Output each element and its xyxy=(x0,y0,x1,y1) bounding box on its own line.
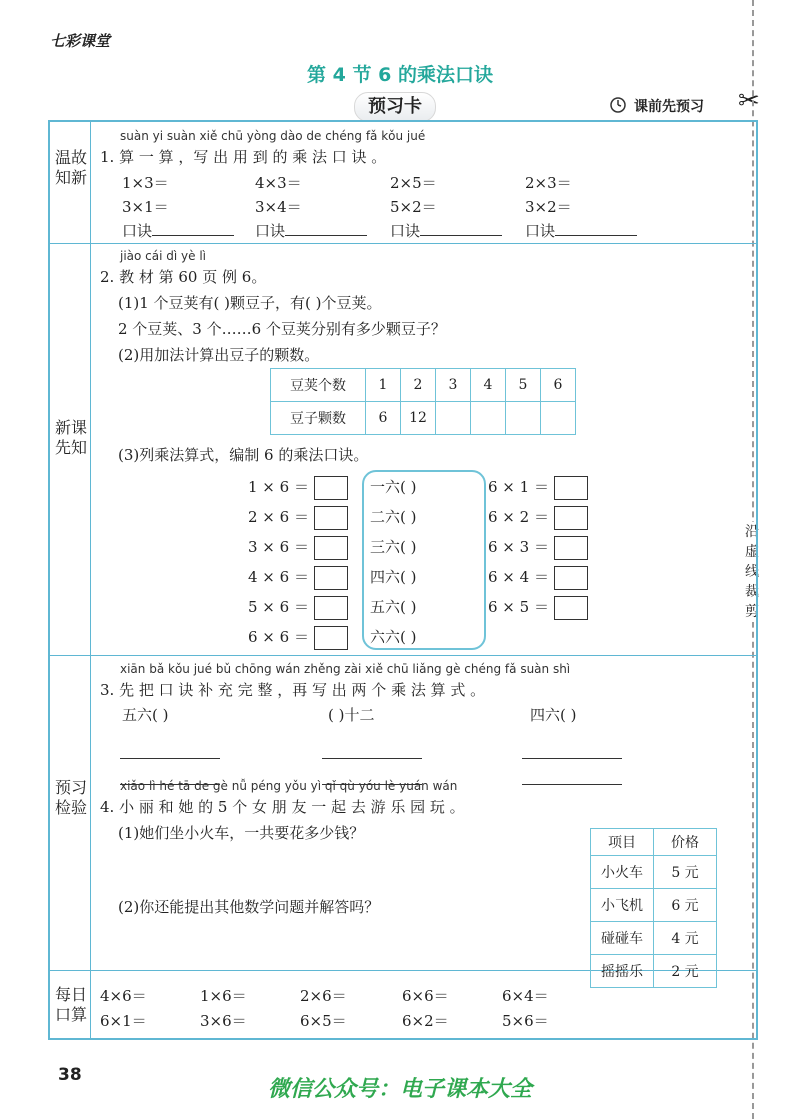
koujue-item[interactable]: 五六( ) xyxy=(370,598,417,616)
cut-instruction: 沿虚线裁剪 xyxy=(742,522,762,622)
table-cell: 6 元 xyxy=(654,889,717,922)
koujue-field[interactable]: 口诀 xyxy=(525,220,637,241)
answer-box[interactable] xyxy=(314,596,348,620)
equation: 6 × 5 ＝ xyxy=(488,598,549,616)
left-equations xyxy=(248,472,348,652)
table-cell: 5 元 xyxy=(654,856,717,889)
question-2-part-2: (2)用加法计算出豆子的颗数。 xyxy=(118,346,320,364)
koujue-item[interactable]: 三六( ) xyxy=(370,538,417,556)
daily-equation: 3×6＝ xyxy=(200,1012,247,1030)
brand-logo: 七彩课堂 xyxy=(50,32,111,50)
question-2: 2. 教 材 第 60 页 例 6。 xyxy=(100,268,267,286)
equation: 5 × 6 ＝ xyxy=(248,598,309,616)
equation: 5×2＝ xyxy=(390,198,437,216)
pinyin-line: jiào cái dì yè lì xyxy=(120,249,207,263)
answer-line[interactable] xyxy=(522,744,622,763)
answer-box[interactable] xyxy=(554,506,588,530)
table-cell: 6 xyxy=(541,369,576,402)
table-cell: 摇摇乐 xyxy=(591,955,654,988)
table-cell: 3 xyxy=(436,369,471,402)
table-cell: 2 元 xyxy=(654,955,717,988)
answer-line[interactable] xyxy=(120,744,220,763)
fill-item[interactable]: 四六( ) xyxy=(530,706,577,724)
section-label-daily: 每日口算 xyxy=(54,985,87,1024)
question-4: 4. 小 丽 和 她 的 5 个 女 朋 友 一 起 去 游 乐 园 玩 。 xyxy=(100,798,465,816)
equation: 4 × 6 ＝ xyxy=(248,568,309,586)
equation: 2×5＝ xyxy=(390,174,437,192)
table-cell: 4 xyxy=(471,369,506,402)
right-equations xyxy=(488,472,588,622)
table-cell: 5 xyxy=(506,369,541,402)
koujue-field[interactable]: 口诀 xyxy=(122,220,234,241)
daily-equation: 1×6＝ xyxy=(200,987,247,1005)
answer-box[interactable] xyxy=(554,566,588,590)
question-2-text: 2 个豆荚、3 个……6 个豆荚分别有多少颗豆子？ xyxy=(118,320,446,338)
fill-item[interactable]: ( )十二 xyxy=(328,706,375,724)
question-1: 1. 算 一 算 ，写 出 用 到 的 乘 法 口 诀 。 xyxy=(100,148,387,166)
answer-box[interactable] xyxy=(554,536,588,560)
daily-equation: 4×6＝ xyxy=(100,987,147,1005)
equation: 3×2＝ xyxy=(525,198,572,216)
daily-equation: 2×6＝ xyxy=(300,987,347,1005)
table-cell: 豆子颗数 xyxy=(271,402,366,435)
equation: 6 × 4 ＝ xyxy=(488,568,549,586)
equation: 1×3＝ xyxy=(122,174,169,192)
equation: 6 × 3 ＝ xyxy=(488,538,549,556)
daily-equation: 6×5＝ xyxy=(300,1012,347,1030)
divider xyxy=(50,243,756,244)
equation: 2 × 6 ＝ xyxy=(248,508,309,526)
section-label-new: 新课先知 xyxy=(54,418,87,457)
equation: 4×3＝ xyxy=(255,174,302,192)
equation: 3×1＝ xyxy=(122,198,169,216)
table-cell: 6 xyxy=(366,402,401,435)
daily-equation: 6×2＝ xyxy=(402,1012,449,1030)
watermark: 微信公众号：电子课本大全 xyxy=(267,1077,532,1102)
question-3: 3. 先 把 口 诀 补 充 完 整 ，再 写 出 两 个 乘 法 算 式 。 xyxy=(100,681,486,699)
table-cell: 小火车 xyxy=(591,856,654,889)
equation: 2×3＝ xyxy=(525,174,572,192)
table-cell: 12 xyxy=(401,402,436,435)
equation: 6 × 6 ＝ xyxy=(248,628,309,646)
koujue-item[interactable]: 六六( ) xyxy=(370,628,417,646)
table-cell-blank[interactable] xyxy=(436,402,471,435)
bean-table xyxy=(270,368,576,435)
question-2-part-3: (3)列乘法算式，编制 6 的乘法口诀。 xyxy=(118,446,369,464)
answer-box[interactable] xyxy=(314,476,348,500)
koujue-item[interactable]: 二六( ) xyxy=(370,508,417,526)
page-number: 38 xyxy=(58,1065,82,1085)
section-column xyxy=(50,122,91,1038)
answer-box[interactable] xyxy=(314,506,348,530)
koujue-item[interactable]: 四六( ) xyxy=(370,568,417,586)
koujue-field[interactable]: 口诀 xyxy=(390,220,502,241)
scissors-icon: ✂ xyxy=(738,86,760,116)
answer-line[interactable] xyxy=(322,744,422,763)
table-cell-blank[interactable] xyxy=(541,402,576,435)
equation: 6 × 2 ＝ xyxy=(488,508,549,526)
clock-icon xyxy=(608,94,628,114)
fill-item[interactable]: 五六( ) xyxy=(122,706,169,724)
mid-koujue xyxy=(370,472,416,652)
table-cell: 4 元 xyxy=(654,922,717,955)
question-4-part-2: (2)你还能提出其他数学问题并解答吗？ xyxy=(118,898,380,916)
equation: 3×4＝ xyxy=(255,198,302,216)
divider xyxy=(50,655,756,656)
table-cell: 2 xyxy=(401,369,436,402)
table-cell: 1 xyxy=(366,369,401,402)
question-4-part-1: (1)她们坐小火车，一共要花多少钱？ xyxy=(118,824,365,842)
pinyin-line: suàn yi suàn xiě chū yòng dào de chéng fǎ kǒu jué xyxy=(120,129,426,143)
daily-equation: 6×6＝ xyxy=(402,987,449,1005)
equation: 6 × 1 ＝ xyxy=(488,478,549,496)
price-table xyxy=(590,828,717,988)
equation: 1 × 6 ＝ xyxy=(248,478,309,496)
daily-equation: 6×4＝ xyxy=(502,987,549,1005)
table-cell: 小飞机 xyxy=(591,889,654,922)
section-label-review: 温故知新 xyxy=(54,148,87,187)
answer-box[interactable] xyxy=(314,566,348,590)
answer-line[interactable] xyxy=(522,770,622,789)
table-cell: 碰碰车 xyxy=(591,922,654,955)
section-label-check: 预习检验 xyxy=(54,778,87,817)
pinyin-line: xiǎo lì hé tā de gè nǚ péng yǒu yì qǐ qù yóu lè yuán wán xyxy=(120,779,458,793)
table-header: 价格 xyxy=(654,829,717,856)
tagline: 课前先预习 xyxy=(634,99,704,115)
question-2-part-1: (1)1 个豆荚有( )颗豆子，有( )个豆荚。 xyxy=(118,294,382,312)
answer-box[interactable] xyxy=(554,596,588,620)
page-title: 第 4 节 6 的乘法口诀 xyxy=(307,64,493,86)
preview-card-label: 预习卡 xyxy=(354,92,436,122)
daily-equation: 6×1＝ xyxy=(100,1012,147,1030)
daily-equation: 5×6＝ xyxy=(502,1012,549,1030)
equation: 3 × 6 ＝ xyxy=(248,538,309,556)
answer-box[interactable] xyxy=(314,626,348,650)
koujue-field[interactable]: 口诀 xyxy=(255,220,367,241)
answer-box[interactable] xyxy=(554,476,588,500)
table-cell-blank[interactable] xyxy=(506,402,541,435)
table-header: 项目 xyxy=(591,829,654,856)
pinyin-line: xiān bǎ kǒu jué bǔ chōng wán zhěng zài xiě chū liǎng gè chéng fǎ suàn shì xyxy=(120,662,571,676)
table-cell-blank[interactable] xyxy=(471,402,506,435)
koujue-item[interactable]: 一六( ) xyxy=(370,478,417,496)
table-cell: 豆荚个数 xyxy=(271,369,366,402)
answer-box[interactable] xyxy=(314,536,348,560)
